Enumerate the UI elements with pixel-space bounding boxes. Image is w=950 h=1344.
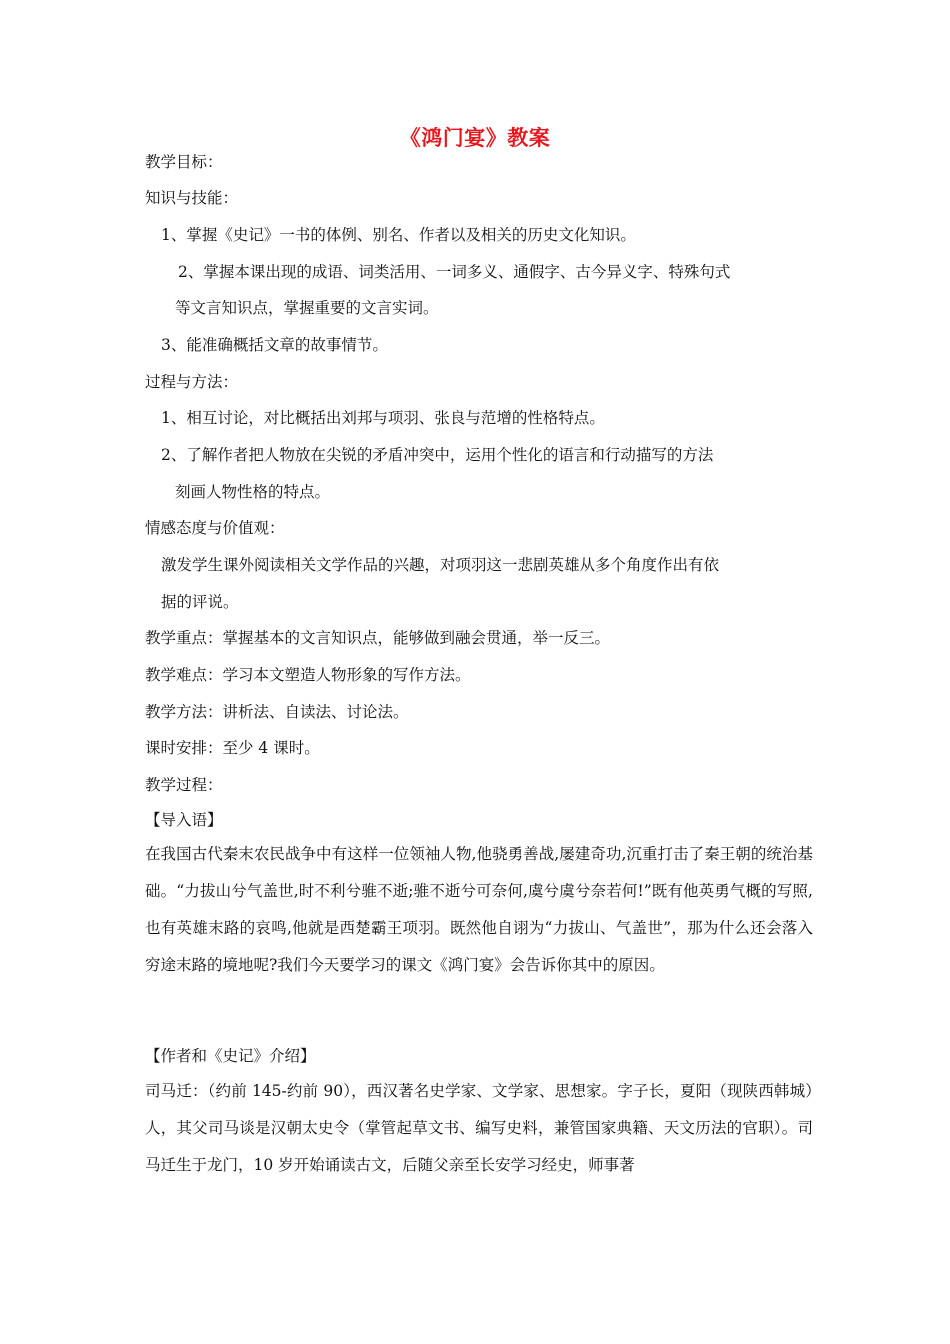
key-point: 教学重点：掌握基本的文言知识点，能够做到融会贯通，举一反三。 xyxy=(145,629,611,647)
intro-paragraph: 在我国古代秦末农民战争中有这样一位领袖人物,他骁勇善战,屡建奇功,沉重打击了秦王朝的统治基础。“力拔山兮气盖世,时不利兮骓不逝;骓不逝兮可奈何,虞兮虞兮奈若何!”既有他英勇气概的写照,也有英雄末路的哀鸣,他就是西楚霸王项羽。既然他自诩为“力拔山、气盖世”，那为什么还会落入穷途末路的境地呢?我们今天要学习的课文《鸿门宴》会告诉你其中的原因。 xyxy=(145,845,813,974)
knowledge-item-2-line-1: 2、掌握本课出现的成语、词类活用、一词多义、通假字、古今异义字、特殊句式 xyxy=(178,263,731,281)
knowledge-item-2-line-2: 等文言知识点，掌握重要的文言实词。 xyxy=(175,299,439,317)
process-item-2-line-2: 刻画人物性格的特点。 xyxy=(175,483,331,501)
author-paragraph: 司马迁：（约前 145-约前 90），西汉著名史学家、文学家、思想家。字子长，夏阳（现陕西韩城）人，其父司马谈是汉朝太史令（掌管起草文书、编写史料，兼管国家典籍、天文历法的官职）。司马迁生于龙门，10 岁开始诵读古文，后随父亲至长安学习经史，师事著 xyxy=(145,1082,813,1174)
schedule: 课时安排：至少 4 课时。 xyxy=(145,739,320,757)
knowledge-item-3: 3、能准确概括文章的故事情节。 xyxy=(161,336,388,354)
difficulty: 教学难点：学习本文塑造人物形象的写作方法。 xyxy=(145,666,471,684)
document-title: 《鸿门宴》教案 xyxy=(399,125,551,150)
objectives-heading: 教学目标： xyxy=(145,153,223,171)
emotion-line-1: 激发学生课外阅读相关文学作品的兴趣，对项羽这一悲剧英雄从多个角度作出有依 xyxy=(161,556,720,574)
process-item-1: 1、相互讨论，对比概括出刘邦与项羽、张良与范增的性格特点。 xyxy=(161,409,605,427)
process-heading: 教学过程： xyxy=(145,776,223,794)
emotion-line-2: 据的评说。 xyxy=(161,593,239,611)
knowledge-item-1: 1、掌握《史记》一书的体例、别名、作者以及相关的历史文化知识。 xyxy=(161,226,636,244)
process-method-heading: 过程与方法： xyxy=(145,373,239,391)
author-heading: 【作者和《史记》介绍】 xyxy=(145,1047,316,1065)
emotion-heading: 情感态度与价值观： xyxy=(145,519,285,537)
knowledge-heading: 知识与技能： xyxy=(145,189,239,207)
intro-heading: 【导入语】 xyxy=(145,811,223,829)
process-item-2-line-1: 2、了解作者把人物放在尖锐的矛盾冲突中，运用个性化的语言和行动描写的方法 xyxy=(161,446,714,464)
teaching-method: 教学方法：讲析法、自读法、讨论法。 xyxy=(145,703,409,721)
